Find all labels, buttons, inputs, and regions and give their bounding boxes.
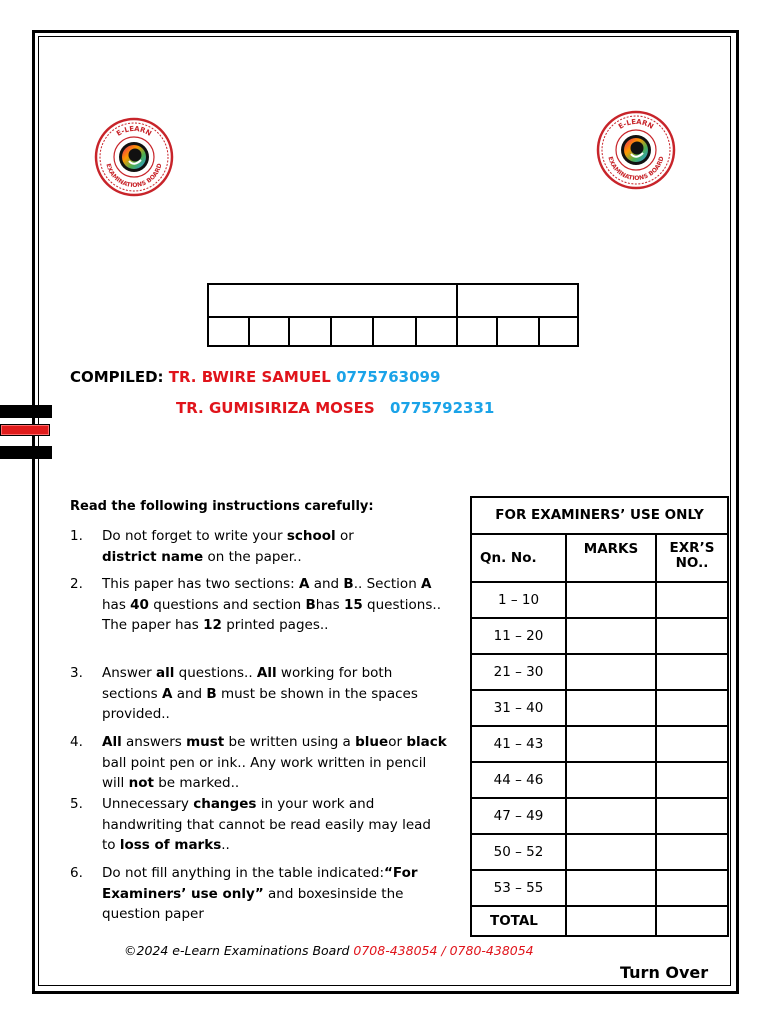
svg-text:E-LEARN: E-LEARN: [617, 117, 655, 131]
header-qn-no: Qn. No.: [471, 534, 566, 582]
instruction-item-4: 4. All answers must be written using a blueor black ball point pen or ink.. Any work written in pencil will not be marked..: [70, 734, 447, 791]
svg-text:EXAMINATIONS BOARD: EXAMINATIONS BOARD: [104, 162, 164, 190]
instruction-item-6: 6. Do not fill anything in the table indicated:“For Examiners’ use only” and boxesinside the question paper: [70, 865, 418, 922]
examiners-table: [470, 496, 729, 937]
digit-box[interactable]: [417, 318, 458, 347]
marks-cell[interactable]: [566, 582, 656, 618]
instruction-item-1: 1. Do not forget to write your school or district name on the paper..: [70, 528, 354, 565]
copyright-footer: ©2024 e-Learn Examinations Board 0708-438054 / 0780-438054: [124, 943, 534, 958]
svg-text:EXAMINATIONS BOARD: EXAMINATIONS BOARD: [606, 155, 666, 183]
marks-cell[interactable]: [566, 870, 656, 906]
index-number-row: [209, 318, 577, 347]
digit-box[interactable]: [332, 318, 374, 347]
examiner-cell[interactable]: [656, 762, 728, 798]
e-learn-seal-right: [596, 110, 676, 190]
marks-cell[interactable]: [566, 834, 656, 870]
marks-cell[interactable]: [566, 618, 656, 654]
examiners-table-title: FOR EXAMINERS’ USE ONLY: [471, 497, 728, 534]
total-marks-cell[interactable]: [566, 906, 656, 936]
compiler-phone-1: 0775763099: [336, 368, 441, 386]
marks-cell[interactable]: [566, 762, 656, 798]
e-learn-seal-left: [94, 117, 174, 197]
compiler-name-1: TR. BWIRE SAMUEL: [168, 368, 331, 386]
header-marks: MARKS: [566, 534, 656, 582]
examiner-cell[interactable]: [656, 582, 728, 618]
digit-box[interactable]: [498, 318, 540, 347]
examiner-cell[interactable]: [656, 690, 728, 726]
marks-cell[interactable]: [566, 726, 656, 762]
examiner-cell[interactable]: [656, 834, 728, 870]
instruction-item-5: 5. Unnecessary changes in your work and handwriting that cannot be read easily may lead to loss of marks..: [70, 796, 431, 853]
digit-box[interactable]: [250, 318, 290, 347]
instruction-item-2: 2. This paper has two sections: A and B.. Section A has 40 questions and section Bhas 15 questions.. The paper has 12 printed pages..: [70, 576, 441, 633]
footer-phone-numbers: 0708-438054 / 0780-438054: [353, 943, 534, 958]
binding-bar-top: [0, 405, 52, 418]
question-range: 21 – 30: [471, 654, 566, 690]
examiner-cell[interactable]: [656, 870, 728, 906]
examiner-cell[interactable]: [656, 618, 728, 654]
turn-over-label: Turn Over: [620, 963, 709, 982]
digit-box[interactable]: [458, 318, 498, 347]
digit-box[interactable]: [374, 318, 417, 347]
digit-box[interactable]: [209, 318, 250, 347]
digit-box[interactable]: [540, 318, 577, 347]
compiler-name-2: TR. GUMISIRIZA MOSES: [176, 399, 375, 417]
question-range: 1 – 10: [471, 582, 566, 618]
question-range: 41 – 43: [471, 726, 566, 762]
examiner-cell[interactable]: [656, 726, 728, 762]
digit-box[interactable]: [290, 318, 332, 347]
binding-bar-bottom: [0, 446, 52, 459]
compiler-phone-2: 0775792331: [389, 399, 495, 417]
question-range: 31 – 40: [471, 690, 566, 726]
name-row-box[interactable]: [209, 285, 577, 318]
marks-cell[interactable]: [566, 690, 656, 726]
question-range: 53 – 55: [471, 870, 566, 906]
compiled-label: COMPILED:: [70, 368, 164, 386]
instructions-title: Read the following instructions carefully:: [70, 499, 374, 514]
binding-bar-red: [0, 424, 50, 436]
instruction-item-3: 3. Answer all questions.. All working for both sections A and B must be shown in the spaces provided..: [70, 665, 418, 722]
question-range: 44 – 46: [471, 762, 566, 798]
candidate-number-boxes: [207, 283, 579, 347]
question-range: 11 – 20: [471, 618, 566, 654]
question-range: 47 – 49: [471, 798, 566, 834]
total-label: TOTAL: [471, 906, 566, 936]
compiled-by-line-2: [176, 399, 494, 417]
total-examiner-cell[interactable]: [656, 906, 728, 936]
compiled-by-line-1: [70, 368, 440, 386]
question-range: 50 – 52: [471, 834, 566, 870]
marks-cell[interactable]: [566, 654, 656, 690]
examiner-cell[interactable]: [656, 798, 728, 834]
examiner-cell[interactable]: [656, 654, 728, 690]
header-examiner-no: EXR’S NO..: [656, 534, 728, 582]
marks-cell[interactable]: [566, 798, 656, 834]
svg-text:E-LEARN: E-LEARN: [115, 124, 153, 138]
